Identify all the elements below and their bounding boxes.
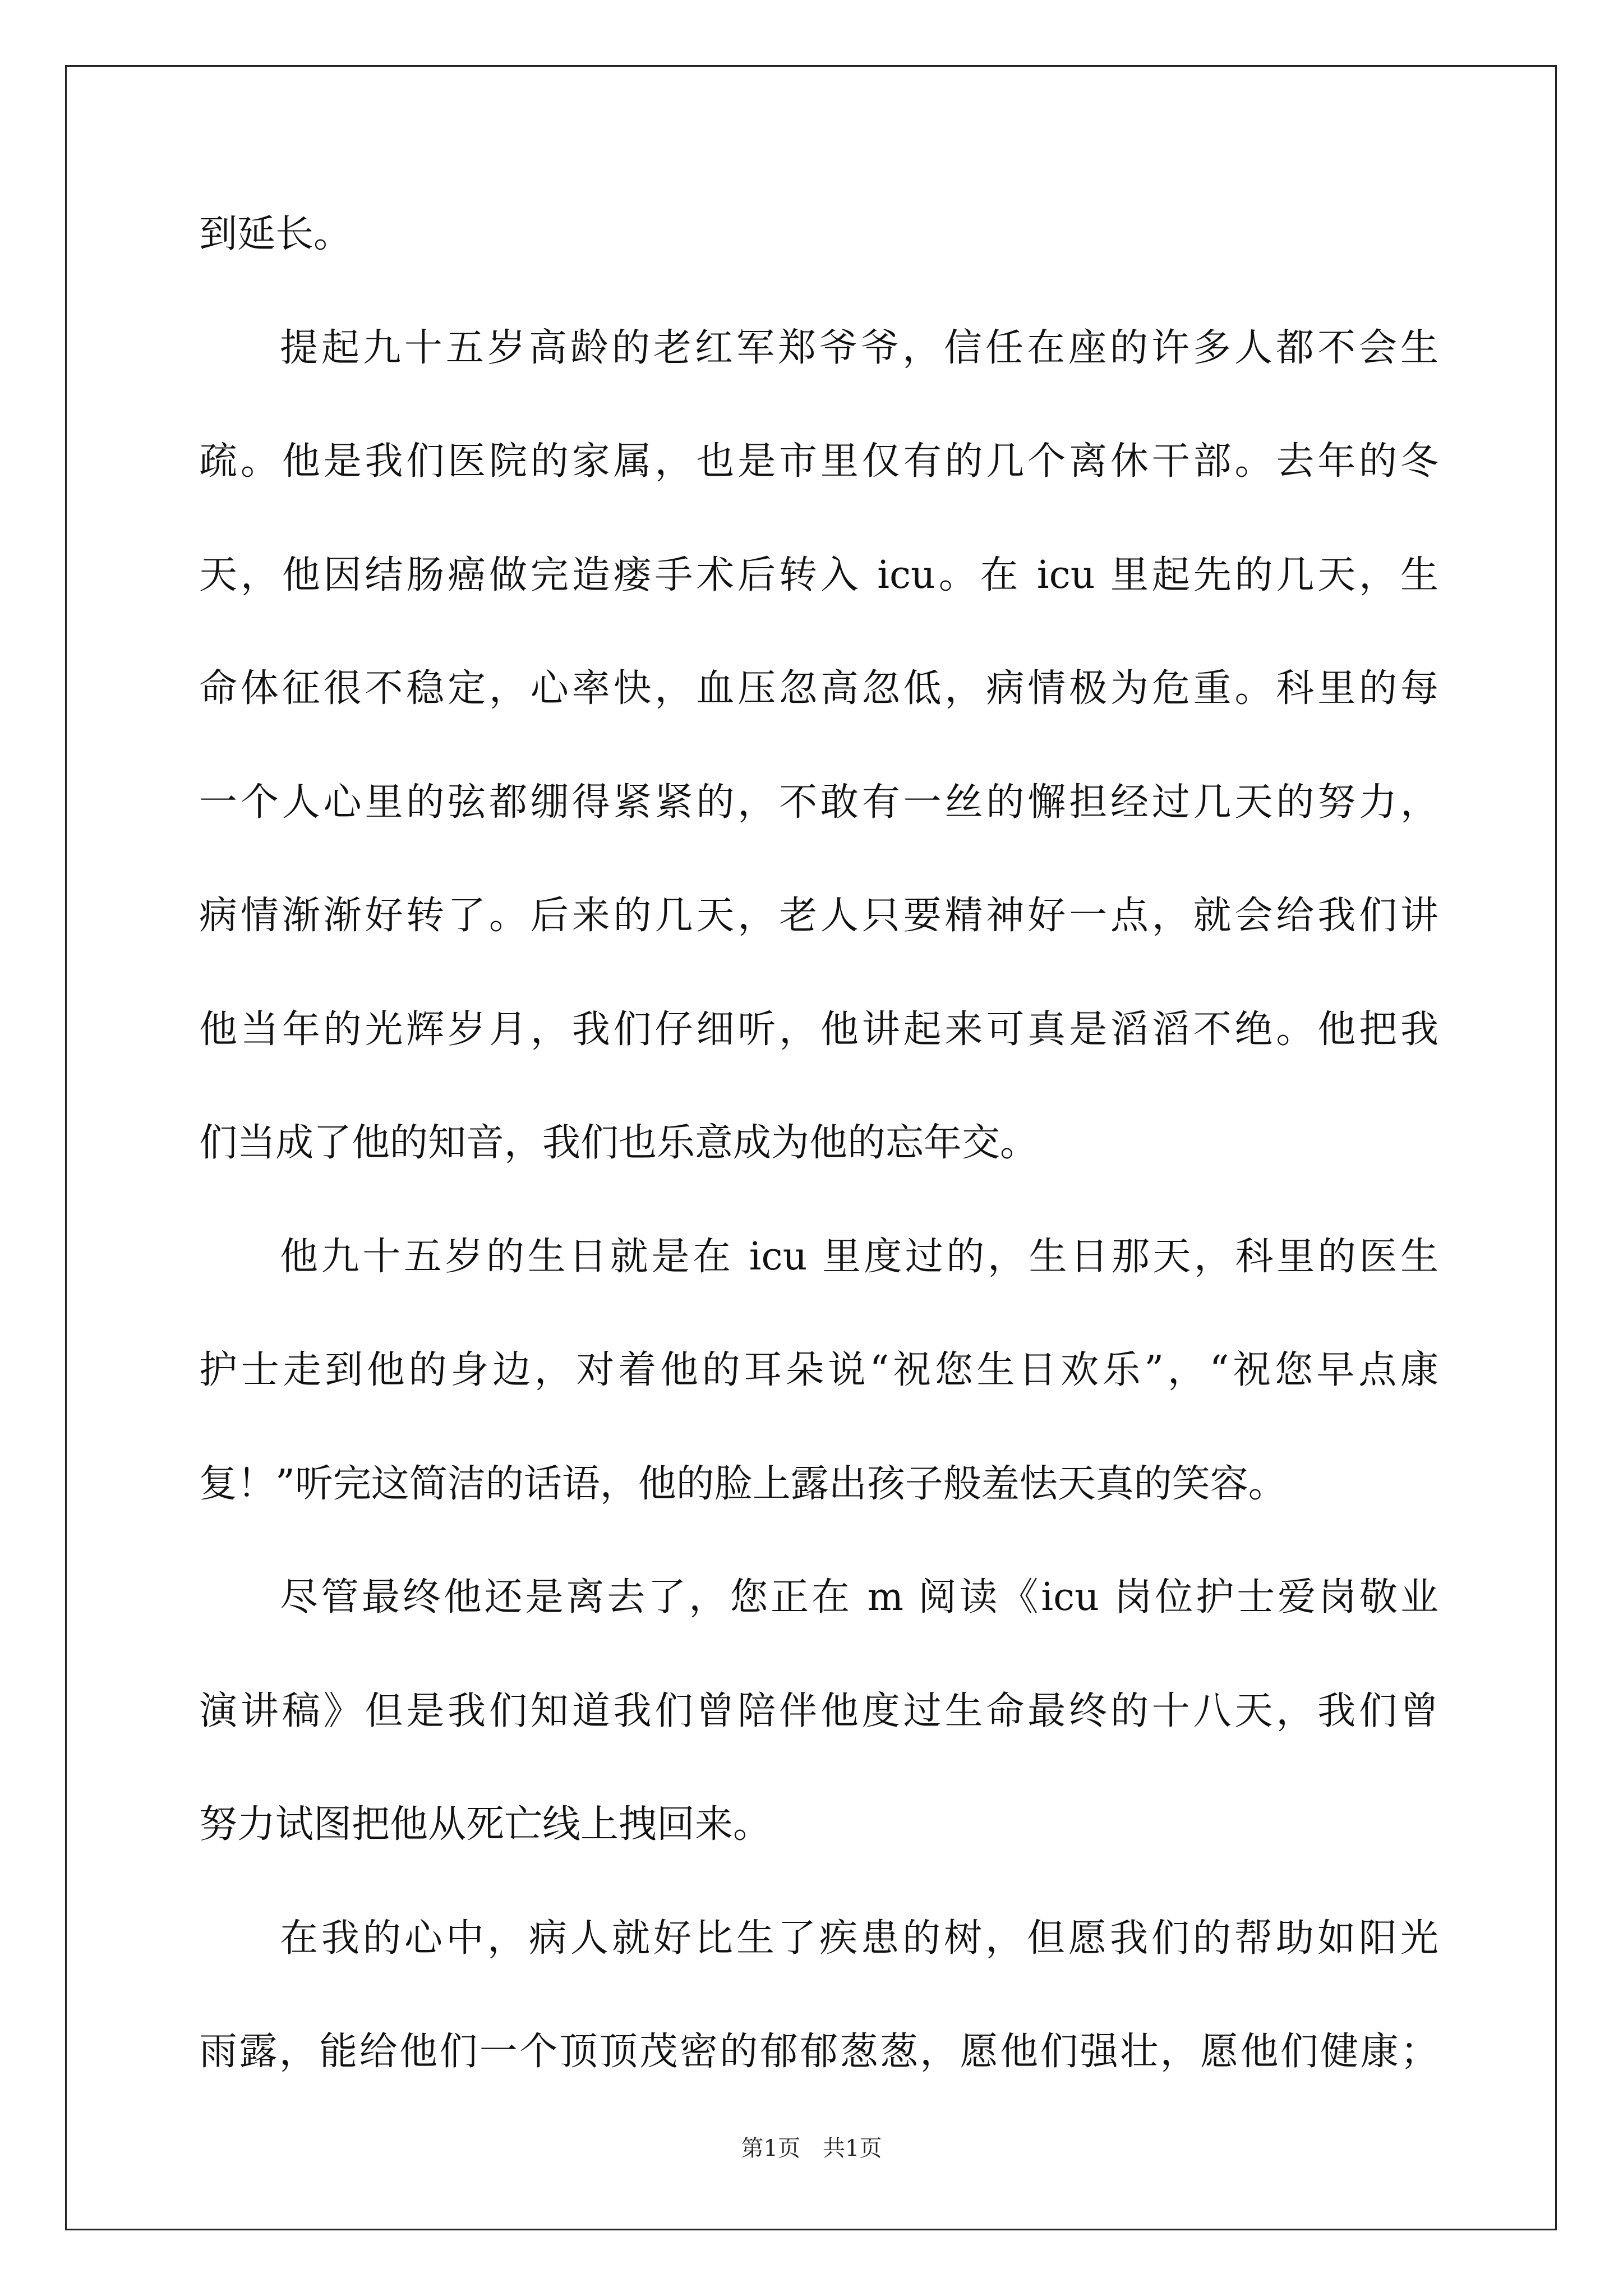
text-line: 们当成了他的知音，我们也乐意成为他的忘年交。 xyxy=(199,1121,1039,1165)
text-line: 雨露，能给他们一个顶顶茂密的郁郁葱葱，愿他们强壮，愿他们健康； xyxy=(199,2030,1438,2074)
text-line: 他当年的光辉岁月，我们仔细听，他讲起来可真是滔滔不绝。他把我 xyxy=(199,1007,1438,1052)
text-line: 天，他因结肠癌做完造瘘手术后转入 icu。在 icu 里起先的几天，生 xyxy=(199,553,1438,597)
text-line: 一个人心里的弦都绷得紧紧的，不敢有一丝的懈担经过几天的努力， xyxy=(199,780,1438,825)
text-line: 病情渐渐好转了。后来的几天，老人只要精神好一点，就会给我们讲 xyxy=(199,894,1438,938)
text-line: 疏。他是我们医院的家属，也是市里仅有的几个离休干部。去年的冬 xyxy=(199,439,1438,484)
text-line: 复！”听完这简洁的话语，他的脸上露出孩子般羞怯天真的笑容。 xyxy=(199,1461,1287,1506)
page-total: 共1页 xyxy=(823,2136,882,2161)
page-number: 第1页 xyxy=(741,2136,800,2161)
text-line: 提起九十五岁高龄的老红军郑爷爷，信任在座的许多人都不会生 xyxy=(280,325,1438,370)
text-line: 命体征很不稳定，心率快，血压忽高忽低，病情极为危重。科里的每 xyxy=(199,666,1438,711)
page-footer xyxy=(0,2134,1623,2162)
text-line: 护士走到他的身边，对着他的耳朵说“祝您生日欢乐”，“祝您早点康 xyxy=(199,1348,1438,1392)
text-line: 他九十五岁的生日就是在 icu 里度过的，生日那天，科里的医生 xyxy=(280,1234,1438,1279)
text-line: 到延长。 xyxy=(199,212,352,256)
text-line: 演讲稿》但是我们知道我们曾陪伴他度过生命最终的十八天，我们曾 xyxy=(199,1688,1438,1733)
text-line: 尽管最终他还是离去了，您正在 m 阅读《icu 岗位护士爱岗敬业 xyxy=(280,1575,1438,1619)
text-line: 在我的心中，病人就好比生了疾患的树，但愿我们的帮助如阳光 xyxy=(280,1916,1438,1961)
document-body xyxy=(199,212,1438,2143)
text-line: 努力试图把他从死亡线上拽回来。 xyxy=(199,1802,772,1847)
